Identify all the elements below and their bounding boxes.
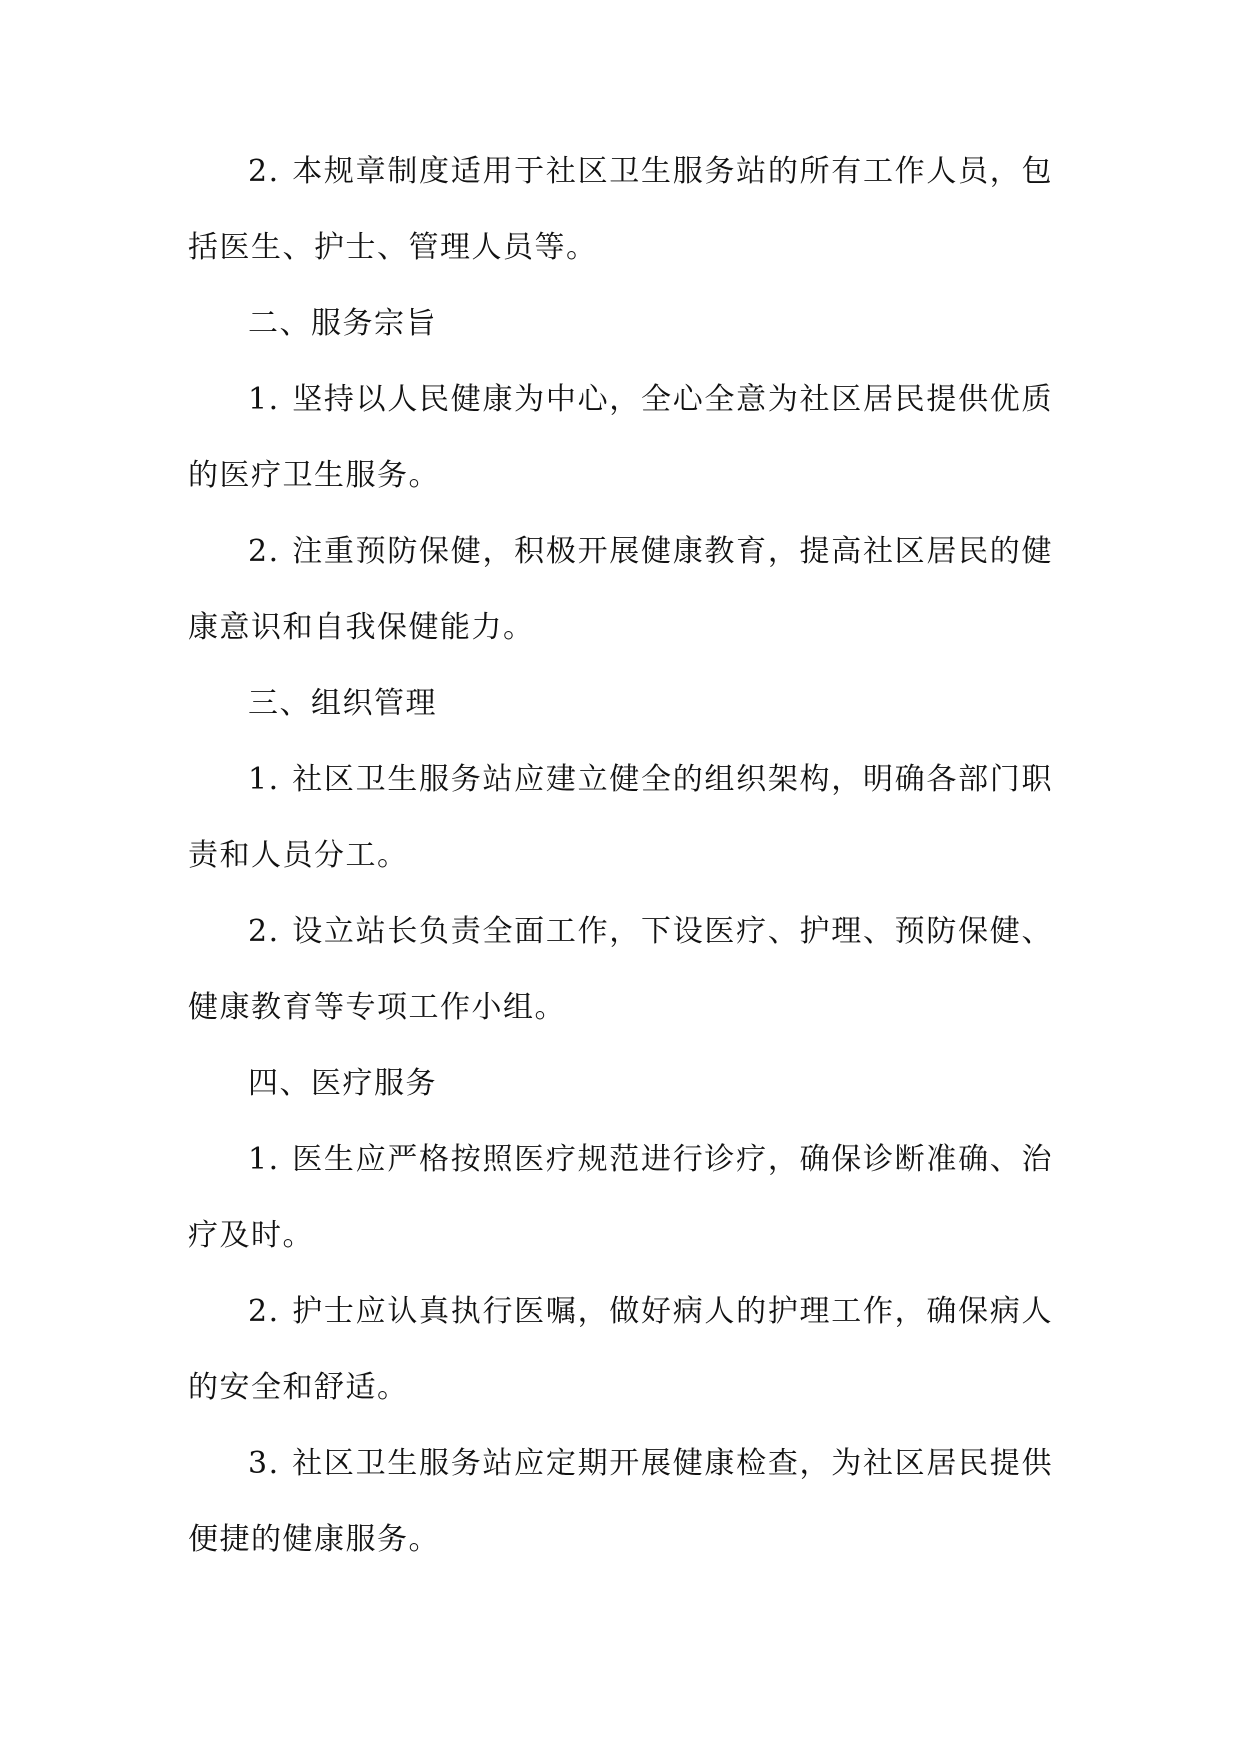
- item-text: 护士应认真执行医嘱，做好病人的护理工作，确保病人的安全和舒适。: [188, 1294, 1053, 1405]
- item-text: 社区卫生服务站应建立健全的组织架构，明确各部门职责和人员分工。: [188, 762, 1053, 873]
- section-2-item-2: [188, 514, 1053, 666]
- item-number: 1.: [248, 1142, 280, 1177]
- item-number: 3.: [248, 1446, 280, 1481]
- section-3-heading: 三、组织管理: [248, 686, 437, 721]
- section-4-item-3: [188, 1426, 1053, 1578]
- section-4-item-2: [188, 1274, 1053, 1426]
- section-3-item-2: [188, 894, 1053, 1046]
- section-1-item-2: [188, 134, 1053, 286]
- item-number: 1.: [248, 762, 280, 797]
- section-2-heading: 二、服务宗旨: [248, 306, 437, 341]
- section-4-item-1: [188, 1122, 1053, 1274]
- section-2-item-1: [188, 362, 1053, 514]
- item-text: 注重预防保健，积极开展健康教育，提高社区居民的健康意识和自我保健能力。: [188, 534, 1053, 645]
- item-number: 2.: [248, 1294, 280, 1329]
- document-page: [188, 134, 1053, 1578]
- item-text: 社区卫生服务站应定期开展健康检查，为社区居民提供便捷的健康服务。: [188, 1446, 1053, 1557]
- section-4-heading: 四、医疗服务: [248, 1066, 437, 1101]
- item-text: 本规章制度适用于社区卫生服务站的所有工作人员，包括医生、护士、管理人员等。: [188, 154, 1053, 265]
- item-number: 1.: [248, 382, 280, 417]
- item-text: 坚持以人民健康为中心，全心全意为社区居民提供优质的医疗卫生服务。: [188, 382, 1053, 493]
- item-text: 设立站长负责全面工作，下设医疗、护理、预防保健、健康教育等专项工作小组。: [188, 914, 1053, 1025]
- section-3-item-1: [188, 742, 1053, 894]
- item-number: 2.: [248, 154, 280, 189]
- item-text: 医生应严格按照医疗规范进行诊疗，确保诊断准确、治疗及时。: [188, 1142, 1053, 1253]
- item-number: 2.: [248, 534, 280, 569]
- item-number: 2.: [248, 914, 280, 949]
